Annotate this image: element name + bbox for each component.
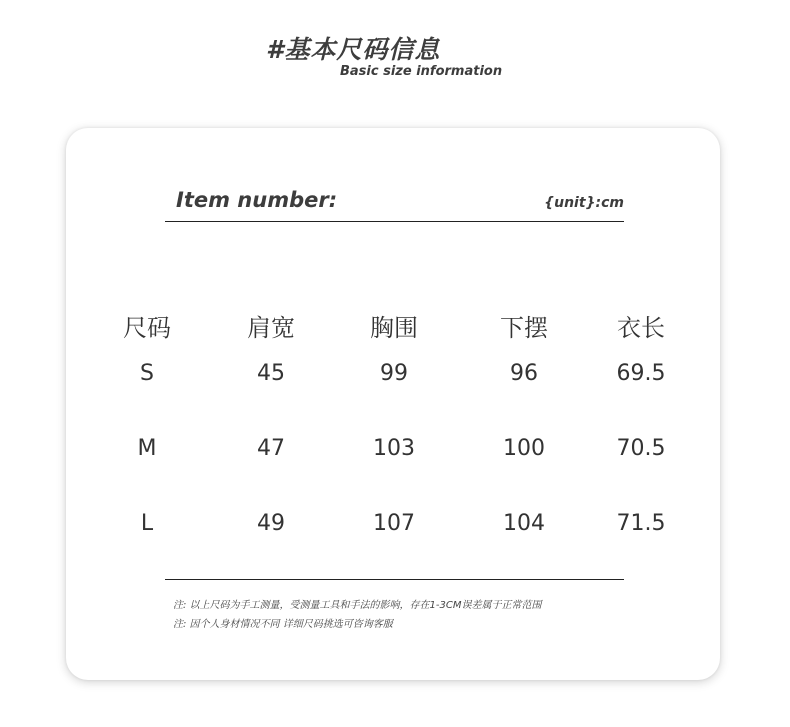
header-hem: 下摆 [500, 314, 548, 342]
header-size: 尺码 [123, 314, 171, 342]
size-table-header [66, 308, 720, 342]
table-cell: 49 [257, 511, 285, 536]
table-cell: 71.5 [616, 511, 666, 536]
table-cell: 104 [503, 511, 545, 536]
table-cell: 103 [373, 436, 415, 461]
table-cell: 96 [510, 361, 538, 386]
table-row [66, 436, 720, 460]
top-divider [165, 221, 624, 222]
header-shoulder: 肩宽 [247, 314, 295, 342]
table-cell: 99 [380, 361, 408, 386]
page-subtitle: Basic size information [340, 64, 503, 79]
table-cell: 100 [503, 436, 545, 461]
bottom-divider [165, 579, 624, 580]
table-cell: 69.5 [616, 361, 666, 386]
header-chest: 胸围 [370, 314, 418, 342]
header-length: 衣长 [617, 314, 665, 342]
table-cell: S [140, 361, 154, 386]
unit-label: {unit}:cm [544, 195, 624, 211]
measurement-note: 注: 以上尺码为手工测量，受测量工具和手法的影响，存在1-3CM误差属于正常范围 [173, 600, 542, 611]
table-row [66, 511, 720, 535]
item-number-label: Item number: [176, 188, 338, 212]
table-cell: 45 [257, 361, 285, 386]
sizing-advice-note: 注: 因个人身材情况不同 详细尺码挑选可咨询客服 [173, 619, 393, 630]
page-title: #基本尺码信息 [266, 35, 441, 64]
table-cell: 47 [257, 436, 285, 461]
size-info-card [66, 128, 720, 680]
table-cell: 107 [373, 511, 415, 536]
table-cell: M [137, 436, 157, 461]
table-cell: 70.5 [616, 436, 666, 461]
table-cell: L [140, 511, 154, 536]
table-row [66, 361, 720, 385]
